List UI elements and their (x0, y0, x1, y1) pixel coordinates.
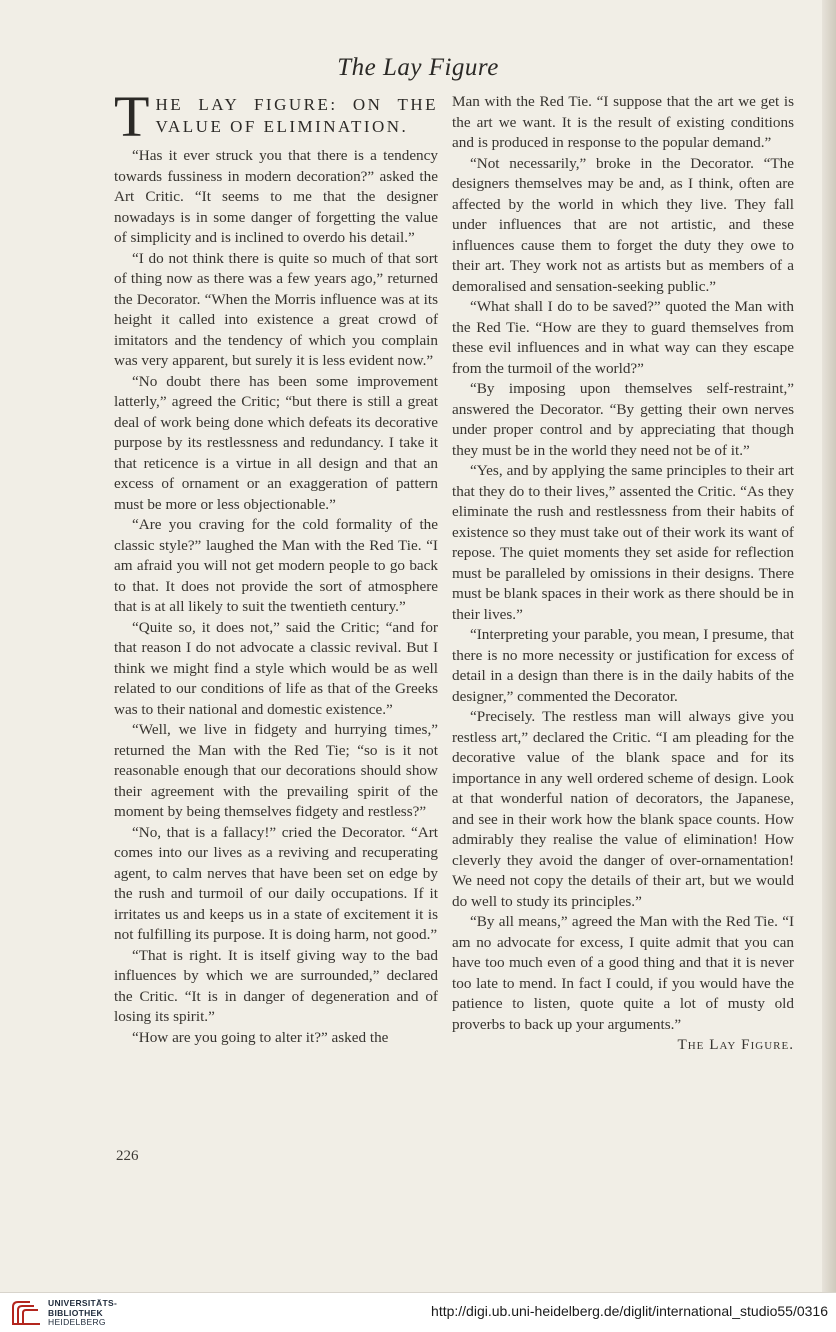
footer-bar (0, 1292, 836, 1332)
paragraph: “What shall I do to be saved?” quoted the Man with the Red Tie. “How are they to guard themselves from these evil influences and in what way can they escape from the turmoil of the world?” (452, 298, 794, 377)
signature: The Lay Figure. (677, 1036, 794, 1053)
paragraph: “I do not think there is quite so much of that sort of thing now as there was a few years ago,” returned the Decorator. “When the Morris influence was at its height it called into existence a great crowd of imitators and the tendency of which you complain was very apparent, but surely it is less evident now.” (114, 249, 438, 369)
page-edge-shadow (822, 0, 836, 1292)
paragraph: “Has it ever struck you that there is a tendency towards fussiness in modern decoration?” asked the Art Critic. “It seems to me that the designer nowadays is in some danger of forgetting the value of simplicity and is inclined to overdo his detail.” (114, 147, 438, 246)
left-column (114, 84, 438, 1048)
library-line: HEIDELBERG (48, 1317, 106, 1327)
paragraph: “Are you craving for the cold formality of the classic style?” laughed the Man with the Red Tie. “I am afraid you will not get modern people to go back to that. It does not provide the sort of atmosphere that is at all likely to suit the twentieth century.” (114, 516, 438, 615)
library-name (48, 1299, 117, 1328)
paragraph: “Yes, and by applying the same principles to their art that they do to their lives,” assented the Critic. “As they eliminate the rush and restlessness from their habits of existence so they must take out of their work its want of repose. The quiet moments they set aside for reflection must be paralleled by omissions in their designs. There must be blank spaces in their work as there should be in their lives.” (452, 462, 794, 623)
library-line: UNIVERSITÄTS- (48, 1298, 118, 1308)
paragraph: “By all means,” agreed the Man with the Red Tie. “I am no advocate for excess, I quite admit that you can have too much even of a good thing and that it is never too late to mend. In fact I could, if you would have the patience to listen, quote quite a lot of musty old proverbs to back up your arguments.” (452, 913, 794, 1033)
paragraph: “No doubt there has been some improvement latterly,” agreed the Critic; “but there is still a great deal of work being done which defeats its decorative purpose by its restlessness and redundancy. I take it that reticence is a virtue in all design and that an excess of ornament or an exaggeration of pattern must be more or less objectionable.” (114, 372, 438, 513)
paragraph: Man with the Red Tie. “I suppose that the art we get is the art we want. It is the result of existing conditions and is produced in response to the popular demand.” (452, 93, 794, 151)
library-logo-icon (10, 1299, 42, 1327)
running-title: The Lay Figure (337, 54, 499, 81)
paragraph: “That is right. It is itself giving way to the bad influences by which we are surrounded,” declared the Critic. “It is in danger of degeneration and of losing its spirit.” (114, 946, 438, 1025)
paragraph: “Interpreting your parable, you mean, I presume, that there is no more necessity or justification for excess of detail in a design than there is in the daily habits of the designer,” commented the Decorator. (452, 626, 794, 705)
paragraph: “How are you going to alter it?” asked the (132, 1028, 389, 1046)
right-column (452, 92, 794, 1056)
paragraph: “By imposing upon themselves self-restraint,” answered the Decorator. “By getting their own nerves under proper control and by appreciating that though they must be in the world they need not be of it.” (452, 380, 794, 459)
source-url-link[interactable]: http://digi.ub.uni-heidelberg.de/diglit/international_studio55/0316 (431, 1303, 828, 1319)
heading-text: HE LAY FIGURE: ON THE VALUE OF ELIMINATION. (155, 95, 438, 136)
paragraph: “Precisely. The restless man will always give you restless art,” declared the Critic. “I am pleading for the decorative value of the blank space and for its importance in any well ordered scheme of design. Look at that wonderful nation of decorators, the Japanese, and see in their work how the blank space counts. How admirably they realise the value of elimination! How cleverly they avoid the danger of over-ornamentation! We need not copy the details of their art, but we would do well to study its principles.” (452, 708, 794, 910)
library-line: BIBLIOTHEK (48, 1307, 103, 1318)
paragraph: “No, that is a fallacy!” cried the Decorator. “Art comes into our lives as a reviving and recuperating agent, to calm nerves that have been set on edge by the rush and turmoil of our daily occupations. If it irritates us and keeps us in a state of excitement it is not fulfilling its purpose. It is doing harm, not good.” (114, 823, 438, 943)
drop-cap: T (114, 84, 150, 149)
paragraph: “Not necessarily,” broke in the Decorator. “The designers themselves may be and, as I think, often are affected by the world in which they live. They fall under influences that are not artistic, and these influences cause them to forget the duty they owe to their art. They work not as artists but as members of a demoralised and sensation-seeking public.” (452, 154, 794, 295)
page-number: 226 (116, 1148, 139, 1164)
article-heading (114, 84, 438, 149)
paragraph: “Quite so, it does not,” said the Critic; “and for that reason I do not advocate a classic revival. But I think we might find a style which would be as well related to our conditions of life as that of the Greeks was to their national and domestic existence.” (114, 618, 438, 718)
paragraph: “Well, we live in fidgety and hurrying times,” returned the Man with the Red Tie; “so is it not reasonable enough that our decorations should show their agreement with the prevailing spirit of the moment by being themselves fidgety and restless?” (114, 721, 438, 820)
